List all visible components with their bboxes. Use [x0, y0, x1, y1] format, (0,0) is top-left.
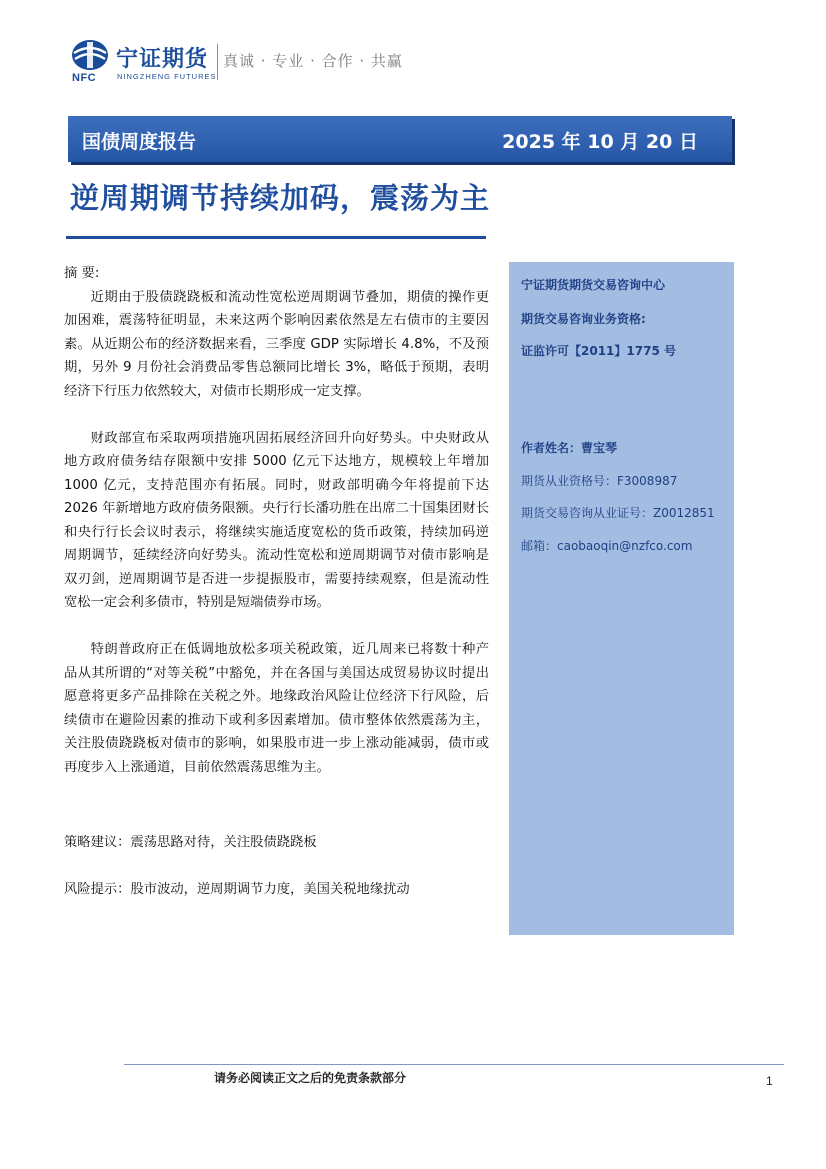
report-title: 逆周期调节持续加码，震荡为主 [70, 181, 491, 215]
report-type: 国债周度报告 [82, 131, 197, 153]
sidebar-consult-cert: 期货交易咨询从业证号：Z0012851 [521, 506, 715, 520]
sidebar-author: 作者姓名：曹宝琴 [521, 441, 618, 455]
nfc-logo-icon [70, 38, 110, 72]
logo-divider [217, 44, 218, 80]
sidebar-cert-number: 期货从业资格号：F3008987 [521, 474, 678, 488]
risk-warning: 风险提示：股市波动，逆周期调节力度，美国关税地缘扰动 [64, 881, 410, 897]
paragraph-2: 财政部宣布采取两项措施巩固拓展经济回升向好势头。中央财政从地方政府债务结存限额中安排 5000 亿元下达地方，规模较上年增加 1000 亿元，支持范围亦有拓展。同时，财政部明确今年将提前下达 2026 年新增地方政府债务限额。央行行长潘功胜在出席二十国集团财长和央行行长会议时表示，将继续实施适度宽松的货币政策，持续加码逆周期调节，延续经济向好势头。流动性宽松和逆周期调节对债市影响是双刃剑，逆周期调节是否进一步提振股市，需要持续观察，但是流动性宽松一定会利多债市，特别是短端债券市场。 [64, 430, 489, 610]
sidebar-qualification: 期货交易咨询业务资格: [521, 312, 646, 326]
sidebar-email[interactable]: 邮箱：caobaoqin@nzfco.com [521, 539, 693, 553]
title-underline [66, 236, 486, 239]
page-number: 1 [766, 1074, 773, 1088]
report-date: 2025 年 10 月 20 日 [502, 131, 698, 153]
strategy-suggestion: 策略建议：震荡思路对待，关注股债跷跷板 [64, 834, 317, 850]
abstract-label: 摘 要: [64, 266, 100, 281]
logo-company-name-en: NINGZHENG FUTURES [117, 72, 217, 81]
info-sidebar [509, 262, 734, 935]
logo-company-name: 宁证期货 [116, 47, 209, 72]
paragraph-3: 特朗普政府正在低调地放松多项关税政策，近几周来已将数十种产品从其所谓的“对等关税”中豁免，并在各国与美国达成贸易协议时提出愿意将更多产品排除在关税之外。地缘政治风险让位经济下行风险，后续债市在避险因素的推动下或利多因素增加。债市整体依然震荡为主，关注股债跷跷板对债市的影响，如果股市进一步上涨动能减弱，债市或再度步入上涨通道，目前依然震荡思维为主。 [64, 642, 489, 775]
footer-disclaimer: 请务必阅读正文之后的免责条款部分 [214, 1071, 407, 1085]
company-logo [70, 38, 410, 86]
sidebar-org: 宁证期货期货交易咨询中心 [521, 278, 666, 292]
sidebar-license: 证监许可【2011】1775 号 [521, 344, 676, 358]
main-content [64, 262, 489, 925]
spacer [64, 803, 489, 831]
company-slogan: 真诚 · 专业 · 合作 · 共赢 [223, 52, 403, 70]
footer-rule [124, 1064, 784, 1065]
report-header-band [68, 116, 732, 162]
paragraph-1: 近期由于股债跷跷板和流动性宽松逆周期调节叠加，期债的操作更加困难，震荡特征明显，未来这两个影响因素依然是左右债市的主要因素。从近期公布的经济数据来看，三季度 GDP 实际增长 4.8%，不及预期，另外 9 月份社会消费品零售总额同比增长 3%，略低于预期，表明经济下行压力依然较大，对债市长期形成一定支撑。 [64, 289, 489, 399]
logo-abbr: NFC [72, 72, 97, 84]
